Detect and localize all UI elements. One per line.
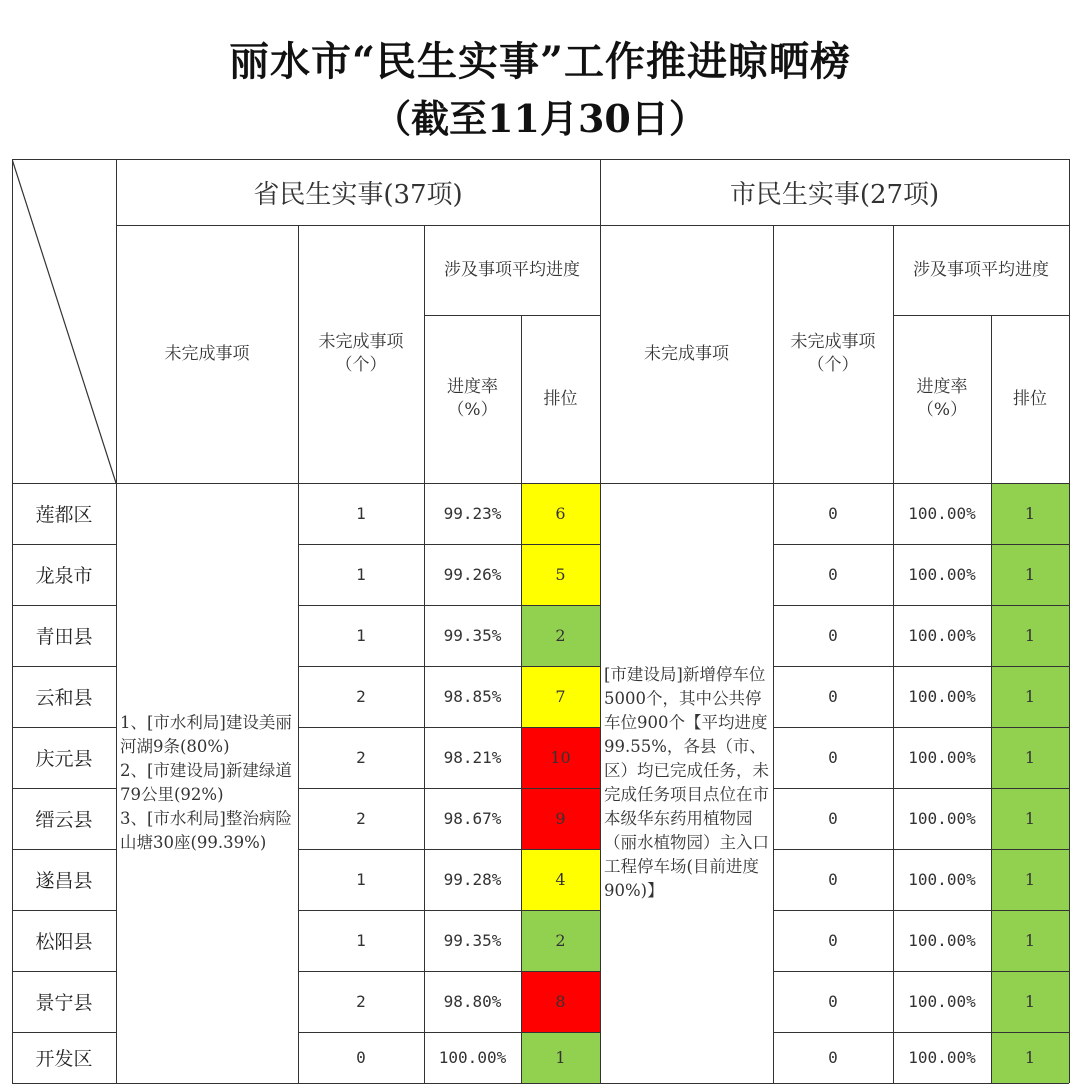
- grid-line: [893, 315, 1069, 316]
- province-rank: 10: [550, 748, 571, 767]
- province-progress-rate: 99.28%: [443, 870, 502, 889]
- city-unfinished-count: 0: [828, 1048, 838, 1067]
- province-unfinished-count: 2: [356, 992, 366, 1011]
- province-rank: 4: [555, 870, 566, 889]
- grid-line: [298, 910, 600, 911]
- city-unfinished-count: 0: [828, 748, 838, 767]
- province-unfinished-count: 1: [356, 565, 366, 584]
- grid-line: [298, 849, 600, 850]
- grid-line: [12, 971, 116, 972]
- city-progress-rate: 100.00%: [908, 748, 976, 767]
- grid-line: [773, 788, 1069, 789]
- county-name: 莲都区: [35, 504, 93, 526]
- county-name: 龙泉市: [35, 565, 93, 587]
- city-unfinished-count: 0: [828, 626, 838, 645]
- city-rank: 1: [1024, 748, 1036, 767]
- grid-line: [424, 225, 425, 1083]
- province-rank: 7: [555, 687, 566, 706]
- city-unfinished-count: 0: [828, 870, 838, 889]
- city-rank: 1: [1024, 504, 1036, 523]
- city-col-avg-progress: 涉及事项平均进度: [913, 259, 1049, 280]
- county-name: 景宁县: [35, 992, 93, 1014]
- city-progress-rate: 100.00%: [908, 687, 976, 706]
- grid-line: [12, 788, 116, 789]
- county-name: 开发区: [35, 1048, 93, 1070]
- county-name: 青田县: [35, 626, 93, 648]
- grid-line: [773, 910, 1069, 911]
- city-col-unfinished-count: 未完成事项 （个）: [790, 332, 876, 375]
- city-progress-rate: 100.00%: [908, 992, 976, 1011]
- city-unfinished-count: 0: [828, 687, 838, 706]
- county-name: 云和县: [35, 687, 93, 709]
- city-progress-rate: 100.00%: [908, 565, 976, 584]
- grid-line: [12, 605, 116, 606]
- city-rank: 1: [1024, 809, 1036, 828]
- province-progress-rate: 99.26%: [443, 565, 502, 584]
- city-unfinished-count: 0: [828, 809, 838, 828]
- grid-line: [424, 315, 600, 316]
- city-col-rank: 排位: [1013, 388, 1047, 409]
- grid-line: [893, 225, 894, 1083]
- city-unfinished-text: [市建设局]新增停车位5000个，其中公共停车位900个【平均进度99.55%，各县（市、区）均已完成任务，未完成任务项目点位在市本级华东药用植物园（丽水植物园）主入口工程停车场(目前进度90%)】: [604, 665, 769, 900]
- province-progress-rate: 98.67%: [443, 809, 502, 828]
- county-name: 遂昌县: [35, 870, 93, 892]
- province-rank: 8: [555, 992, 566, 1011]
- city-unfinished-count: 0: [828, 992, 838, 1011]
- province-progress-rate: 98.85%: [443, 687, 502, 706]
- city-progress-rate: 100.00%: [908, 870, 976, 889]
- grid-line: [773, 666, 1069, 667]
- city-rank: 1: [1024, 931, 1036, 950]
- grid-line: [12, 727, 116, 728]
- page-subtitle: （截至11月30日）: [373, 96, 707, 141]
- grid-line: [12, 159, 1069, 160]
- province-col-rate: 进度率 （%）: [447, 377, 498, 420]
- corner-diagonal: [12, 159, 116, 483]
- grid-line: [116, 225, 1069, 226]
- province-rank: 6: [555, 504, 566, 523]
- grid-line: [991, 315, 992, 1083]
- province-unfinished-count: 2: [356, 809, 366, 828]
- city-progress-rate: 100.00%: [908, 809, 976, 828]
- province-unfinished-count: 1: [356, 504, 366, 523]
- grid-line: [298, 225, 299, 1083]
- city-col-rate: 进度率 （%）: [916, 377, 968, 420]
- city-progress-rate: 100.00%: [908, 931, 976, 950]
- province-progress-rate: 99.35%: [443, 626, 502, 645]
- province-progress-rate: 99.23%: [443, 504, 502, 523]
- grid-line: [773, 849, 1069, 850]
- city-header: 市民生实事(27项): [729, 179, 940, 210]
- province-col-unfinished-count: 未完成事项 （个）: [318, 332, 404, 375]
- city-rank: 1: [1024, 565, 1036, 584]
- province-progress-rate: 98.80%: [443, 992, 502, 1011]
- province-col-avg-progress: 涉及事项平均进度: [444, 259, 580, 280]
- page-title: 丽水市“民生实事”工作推进晾晒榜: [228, 38, 851, 85]
- city-progress-rate: 100.00%: [908, 626, 976, 645]
- province-rank: 5: [555, 565, 566, 584]
- province-progress-rate: 99.35%: [443, 931, 502, 950]
- grid-line: [298, 727, 600, 728]
- province-header: 省民生实事(37项): [253, 179, 463, 210]
- province-unfinished-count: 1: [356, 870, 366, 889]
- city-rank: 1: [1024, 687, 1036, 706]
- city-col-unfinished-items: 未完成事项: [644, 343, 729, 364]
- grid-line: [521, 315, 522, 1083]
- grid-line: [298, 666, 600, 667]
- grid-line: [773, 225, 774, 1083]
- grid-line: [298, 1032, 600, 1033]
- grid-line: [773, 544, 1069, 545]
- province-unfinished-count: 1: [356, 626, 366, 645]
- province-unfinished-count: 0: [356, 1048, 366, 1067]
- grid-line: [773, 971, 1069, 972]
- city-progress-rate: 100.00%: [908, 1048, 976, 1067]
- grid-line: [12, 483, 1069, 484]
- province-unfinished-count: 2: [356, 687, 366, 706]
- county-name: 松阳县: [35, 931, 93, 953]
- city-rank: 1: [1024, 1048, 1036, 1067]
- grid-line: [298, 544, 600, 545]
- city-unfinished-count: 0: [828, 504, 838, 523]
- city-unfinished-count: 0: [828, 565, 838, 584]
- grid-line: [600, 159, 601, 1083]
- grid-line: [12, 910, 116, 911]
- grid-line: [12, 544, 116, 545]
- county-name: 缙云县: [35, 809, 93, 831]
- grid-line: [773, 605, 1069, 606]
- province-unfinished-count: 1: [356, 931, 366, 950]
- city-rank: 1: [1024, 870, 1036, 889]
- province-unfinished-count: 2: [356, 748, 366, 767]
- grid-line: [12, 849, 116, 850]
- grid-line: [12, 1032, 116, 1033]
- county-name: 庆元县: [35, 748, 93, 770]
- city-unfinished-count: 0: [828, 931, 838, 950]
- province-progress-rate: 98.21%: [443, 748, 502, 767]
- grid-line: [773, 727, 1069, 728]
- city-rank: 1: [1024, 626, 1036, 645]
- grid-line: [1069, 159, 1070, 1083]
- grid-line: [298, 788, 600, 789]
- province-rank: 2: [555, 626, 566, 645]
- province-rank: 1: [555, 1048, 566, 1067]
- grid-line: [12, 1083, 1069, 1084]
- grid-line: [12, 666, 116, 667]
- province-rank: 9: [555, 809, 566, 828]
- grid-line: [298, 971, 600, 972]
- grid-line: [773, 1032, 1069, 1033]
- province-unfinished-text: 1、[市水利局]建设美丽河湖9条(80%) 2、[市建设局]新建绿道79公里(92%) 3、[市水利局]整治病险山塘30座(99.39%): [120, 713, 292, 852]
- province-rank: 2: [555, 931, 566, 950]
- city-progress-rate: 100.00%: [908, 504, 976, 523]
- grid-line: [298, 605, 600, 606]
- province-col-rank: 排位: [543, 388, 578, 409]
- province-progress-rate: 100.00%: [438, 1048, 507, 1067]
- city-rank: 1: [1024, 992, 1036, 1011]
- province-col-unfinished-items: 未完成事项: [164, 343, 250, 364]
